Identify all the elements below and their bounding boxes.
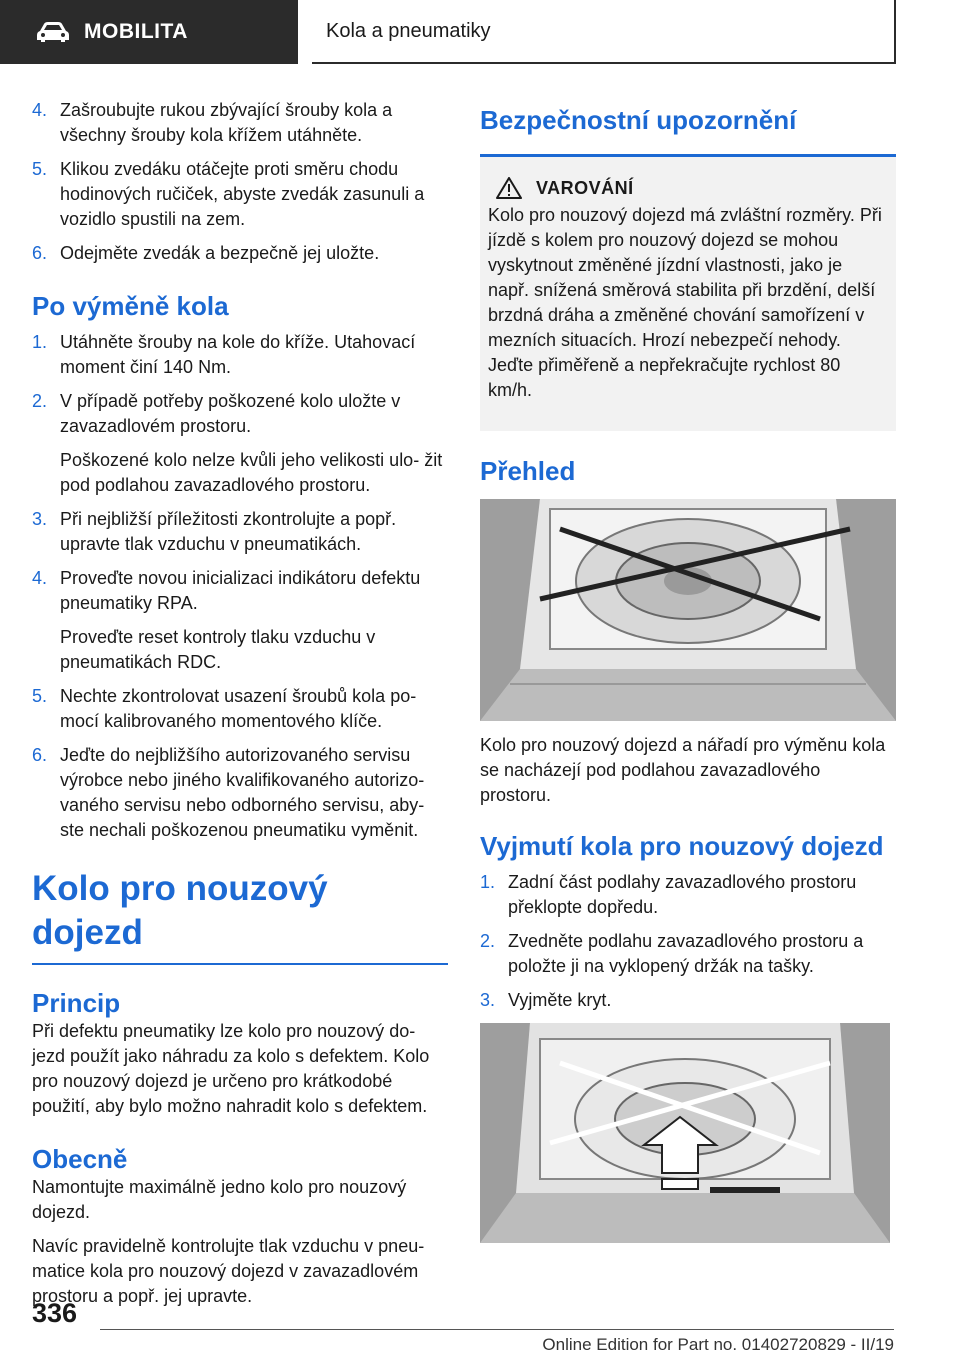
step-item xyxy=(32,684,448,734)
step-paragraph: Při nejbližší příležitosti zkontrolujte a popř. upravte tlak vzduchu v pneumatikách. xyxy=(60,509,397,554)
step-text xyxy=(60,330,448,380)
main-heading: Kolo pro nouzový dojezd xyxy=(32,867,448,965)
step-item xyxy=(32,566,448,675)
step-number: 6. xyxy=(32,243,48,263)
after-change-heading: Po výměně kola xyxy=(32,291,229,321)
step-paragraph: Utáhněte šrouby na kole do kříže. Utahovací moment činí 140 Nm. xyxy=(60,332,416,377)
step-text xyxy=(60,684,448,734)
step-item xyxy=(32,98,448,148)
step-number: 2. xyxy=(480,931,496,951)
spare-wheel-illustration xyxy=(480,499,896,721)
chapter-header xyxy=(312,0,896,64)
warning-text: Kolo pro nouzový dojezd má zvláštní rozměry. Při jízdě s kolem pro nouzový dojezd se mohou vyskytnout změněné jízdní vlastnosti, jako je např. snížená směrová stabilita při brzdění, delší brzdná dráha a změněné chování samořízení v mezních situacích. Hrozí nebezpečí nehody. Jeďte přiměřeně a nepřekračujte rychlost 80 km/h. xyxy=(488,205,882,400)
step-item xyxy=(480,870,896,920)
step-item xyxy=(32,743,448,843)
warning-title: VAROVÁNÍ xyxy=(536,177,634,198)
step-number: 1. xyxy=(32,332,48,352)
trunk-photo-cover xyxy=(480,1023,890,1243)
step-number: 6. xyxy=(32,745,48,765)
removal-heading: Vyjmutí kola pro nouzový dojezd xyxy=(480,831,884,861)
step-paragraph: Zvedněte podlahu zavazadlového prostoru a položte ji na vyklopený držák na tašky. xyxy=(508,931,864,976)
step-item xyxy=(480,988,896,1013)
overview-caption: Kolo pro nouzový dojezd a nářadí pro výměnu kola se nacházejí pod podlahou zavazadlového prostoru. xyxy=(480,735,886,805)
step-text xyxy=(60,507,448,557)
right-column xyxy=(480,98,896,1243)
step-item xyxy=(32,389,448,498)
step-paragraph: Poškozené kolo nelze kvůli jeho velikosti ulo- žit pod podlahou zavazadlového prostoru. xyxy=(60,450,443,495)
step-number: 5. xyxy=(32,686,48,706)
step-number: 1. xyxy=(480,872,496,892)
step-text xyxy=(60,98,448,148)
step-item xyxy=(32,507,448,557)
step-text xyxy=(508,988,896,1013)
step-paragraph: V případě potřeby poškozené kolo uložte v zavazadlovém prostoru. xyxy=(60,391,401,436)
step-text xyxy=(60,389,448,498)
step-number: 4. xyxy=(32,100,48,120)
step-text xyxy=(60,566,448,675)
step-paragraph: Proveďte reset kontroly tlaku vzduchu v pneumatikách RDC. xyxy=(60,627,376,672)
general-heading: Obecně xyxy=(32,1144,128,1174)
steps-list-top xyxy=(32,98,448,266)
steps-list-after xyxy=(32,330,448,843)
step-paragraph: Zašroubujte rukou zbývající šrouby kola a všechny šrouby kola křížem utáhněte. xyxy=(60,100,393,145)
general-text-1: Namontujte maximálně jedno kolo pro nouzový dojezd. xyxy=(32,1177,407,1222)
step-number: 2. xyxy=(32,391,48,411)
step-item xyxy=(32,241,448,266)
header-section xyxy=(0,0,298,64)
step-paragraph: Vyjměte kryt. xyxy=(508,990,612,1010)
step-paragraph: Proveďte novou inicializaci indikátoru defektu pneumatiky RPA. xyxy=(60,568,421,613)
step-text xyxy=(508,870,896,920)
step-text xyxy=(508,929,896,979)
edition-note: Online Edition for Part no. 01402720829 - II/19 xyxy=(542,1335,894,1354)
step-text xyxy=(60,241,448,266)
page-number: 336 xyxy=(32,1298,78,1328)
step-paragraph: Nechte zkontrolovat usazení šroubů kola po- mocí kalibrovaného momentového klíče. xyxy=(60,686,417,731)
step-paragraph: Odejměte zvedák a bezpečně jej uložte. xyxy=(60,243,380,263)
section-title: MOBILITA xyxy=(84,20,188,43)
chapter-title: Kola a pneumatiky xyxy=(326,19,491,42)
step-paragraph: Klikou zvedáku otáčejte proti směru chodu hodinových ručiček, abyste zvedák zasunuli a vozidlo spustili na zem. xyxy=(60,159,425,229)
car-icon xyxy=(36,21,70,43)
step-number: 3. xyxy=(480,990,496,1010)
principle-heading: Princip xyxy=(32,988,121,1018)
step-paragraph: Zadní část podlahy zavazadlového prostoru překlopte dopředu. xyxy=(508,872,857,917)
trunk-photo-overview xyxy=(480,499,896,721)
step-item xyxy=(32,330,448,380)
steps-list-removal xyxy=(480,870,896,1013)
safety-heading: Bezpečnostní upozornění xyxy=(480,104,896,157)
overview-heading: Přehled xyxy=(480,456,576,486)
warning-triangle-icon xyxy=(496,177,522,199)
step-text xyxy=(60,743,448,843)
step-number: 5. xyxy=(32,159,48,179)
cover-removal-illustration xyxy=(480,1023,890,1243)
step-number: 3. xyxy=(32,509,48,529)
left-column xyxy=(32,98,448,1309)
step-item xyxy=(480,929,896,979)
footer-divider xyxy=(100,1329,894,1330)
general-text-2: Navíc pravidelně kontrolujte tlak vzduchu v pneu- matice kola pro nouzový dojezd v zavazadlovém prostoru a popř. jej upravte. xyxy=(32,1236,425,1306)
step-text xyxy=(60,157,448,232)
warning-box xyxy=(480,157,896,431)
principle-text: Při defektu pneumatiky lze kolo pro nouzový do- jezd použít jako náhradu za kolo s defektem. Kolo pro nouzový dojezd je určeno pro krátkodobé použití, aby bylo možno nahradit kolo s defektem. xyxy=(32,1021,430,1116)
step-item xyxy=(32,157,448,232)
step-paragraph: Jeďte do nejbližšího autorizovaného servisu výrobce nebo jiného kvalifikovaného autorizo- vaného servisu nebo odborného servisu, aby- ste nechali poškozenou pneumatiku vyměnit. xyxy=(60,745,425,840)
step-number: 4. xyxy=(32,568,48,588)
